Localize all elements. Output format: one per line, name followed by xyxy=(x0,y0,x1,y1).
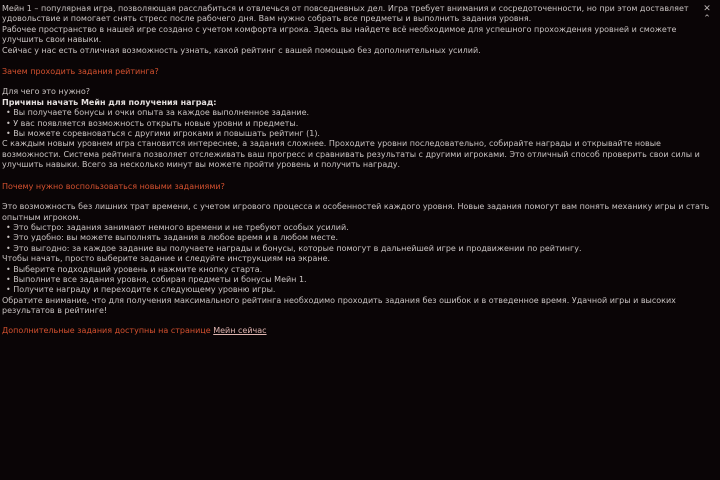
section2-paragraph: С каждым новым уровнем игра становится интереснее, а задания сложнее. Проходите уровни последовательно, собирайте награды и открывайте новые возможности. Система рейтинга позволяет отслеживать ваш прогресс и сравнивать результаты с другими игроками. Это отличный способ проверить свои силы и улучшить навыки. Всего за несколько минут вы можете пройти уровень и получить награду. xyxy=(2,139,700,170)
section2-intro: Для чего это нужно? xyxy=(2,87,91,97)
section3-steps-list xyxy=(2,265,714,296)
close-icon[interactable]: ✕ xyxy=(703,4,711,14)
list-item: • Вы можете соревноваться с другими игроками и повышать рейтинг (1). xyxy=(6,129,714,139)
section3-paragraph: Чтобы начать, просто выберите задание и следуйте инструкциям на экране. xyxy=(2,254,331,264)
section-heading-1: Зачем проходить задания рейтинга? xyxy=(2,67,159,77)
section2-bold-label: Причины начать Мейн для получения наград: xyxy=(2,97,217,107)
section-heading-2: Почему нужно воспользоваться новыми заданиями? xyxy=(2,181,225,191)
list-item: • Это удобно: вы можете выполнять задания в любое время и в любом месте. xyxy=(6,233,714,243)
section3-intro: Это возможность без лишних трат времени, с учетом игрового процесса и особенностей каждого уровня. Новые задания помогут вам понять механику игры и стать опытным игроком. xyxy=(2,202,710,222)
footer-line xyxy=(2,326,714,336)
section3-closing: Обратите внимание, что для получения максимального рейтинга необходимо проходить задания без ошибок и в отведенное время. Удачной игры и высоких результатов в рейтинге! xyxy=(2,295,676,316)
chevron-up-icon[interactable]: ⌃ xyxy=(703,14,711,24)
list-item: • Получите награду и переходите к следующему уровню игры. xyxy=(6,285,714,295)
intro-paragraph-2: Рабочее пространство в нашей игре создано с учетом комфорта игрока. Здесь вы найдете всё необходимое для успешного прохождения уровней и сможете улучшить свои навыки. xyxy=(2,24,677,45)
footer-text: Дополнительные задания доступны на странице xyxy=(2,325,211,335)
footer-link[interactable]: Мейн сейчас xyxy=(213,325,267,335)
intro-section xyxy=(2,4,714,56)
intro-paragraph-1: Мейн 1 – популярная игра, позволяющая расслабиться и отвлечься от повседневных дел. Игра требует внимания и сосредоточенности, но при этом доставляет удовольствие и помогает снять стресс после рабочего дня. Вам нужно собрать все предметы и выполнить задания уровня. xyxy=(2,4,689,24)
list-item: • Выберите подходящий уровень и нажмите кнопку старта. xyxy=(6,265,714,275)
section2-list xyxy=(2,108,714,139)
side-controls xyxy=(700,4,714,24)
list-item: • Вы получаете бонусы и очки опыта за каждое выполненное задание. xyxy=(6,108,714,118)
list-item: • Это быстро: задания занимают немного времени и не требуют особых усилий. xyxy=(6,223,714,233)
list-item: • У вас появляется возможность открыть новые уровни и предметы. xyxy=(6,119,714,129)
intro-text xyxy=(2,4,694,56)
list-item: • Это выгодно: за каждое задание вы получаете награды и бонусы, которые помогут в дальнейшей игре и продвижении по рейтингу. xyxy=(6,244,714,254)
section3-list xyxy=(2,223,714,254)
list-item: • Выполните все задания уровня, собирая предметы и бонусы Мейн 1. xyxy=(6,275,714,285)
intro-paragraph-3: Сейчас у нас есть отличная возможность узнать, какой рейтинг с вашей помощью без дополнительных усилий. xyxy=(2,45,481,55)
